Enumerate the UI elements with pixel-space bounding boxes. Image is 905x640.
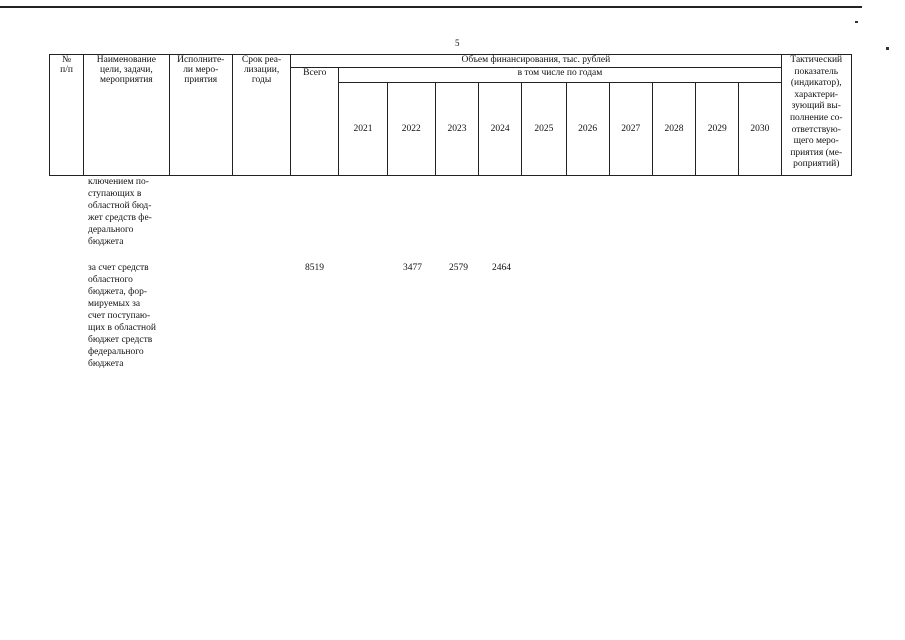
header-year: 2023	[435, 83, 478, 176]
header-executor: Исполните- ли меро- приятия	[169, 55, 232, 176]
header-year: 2021	[339, 83, 387, 176]
value-2023: 2579	[449, 263, 468, 273]
scan-speck	[855, 21, 858, 23]
header-total: Всего	[291, 68, 339, 176]
header-year: 2030	[739, 83, 781, 176]
value-total: 8519	[305, 263, 324, 273]
value-2022: 3477	[403, 263, 422, 273]
header-year: 2028	[652, 83, 695, 176]
header-year: 2022	[387, 83, 435, 176]
header-by-years: в том числе по годам	[339, 68, 781, 83]
header-year: 2024	[479, 83, 522, 176]
header-financing: Объем финансирования, тыс. рублей	[291, 55, 781, 68]
header-name: Наименование цели, задачи, мероприятия	[84, 55, 169, 176]
header-year: 2029	[696, 83, 739, 176]
scan-speck	[886, 47, 889, 50]
header-year: 2027	[609, 83, 652, 176]
header-year: 2025	[522, 83, 566, 176]
header-number: № п/п	[50, 55, 84, 176]
header-term: Срок реа- лизации, годы	[232, 55, 290, 176]
header-year: 2026	[566, 83, 609, 176]
page-number: 5	[455, 38, 460, 48]
scan-edge-line	[0, 6, 862, 8]
row-description-continuation: ключением по- ступающих в областной бюд- жет средств фе- дерального бюджета	[88, 177, 152, 247]
financing-table	[49, 54, 852, 176]
row-description-regional-budget: за счет средств областного бюджета, фор- мируемых за счет поступаю- щих в областной бюджет средств федерального бюджета	[88, 263, 156, 369]
value-2024: 2464	[492, 263, 511, 273]
header-indicator: Тактический показатель (индикатор), характери- зующий вы- полнение со- ответствую- щего меро- приятия (ме- роприятий)	[781, 55, 851, 176]
